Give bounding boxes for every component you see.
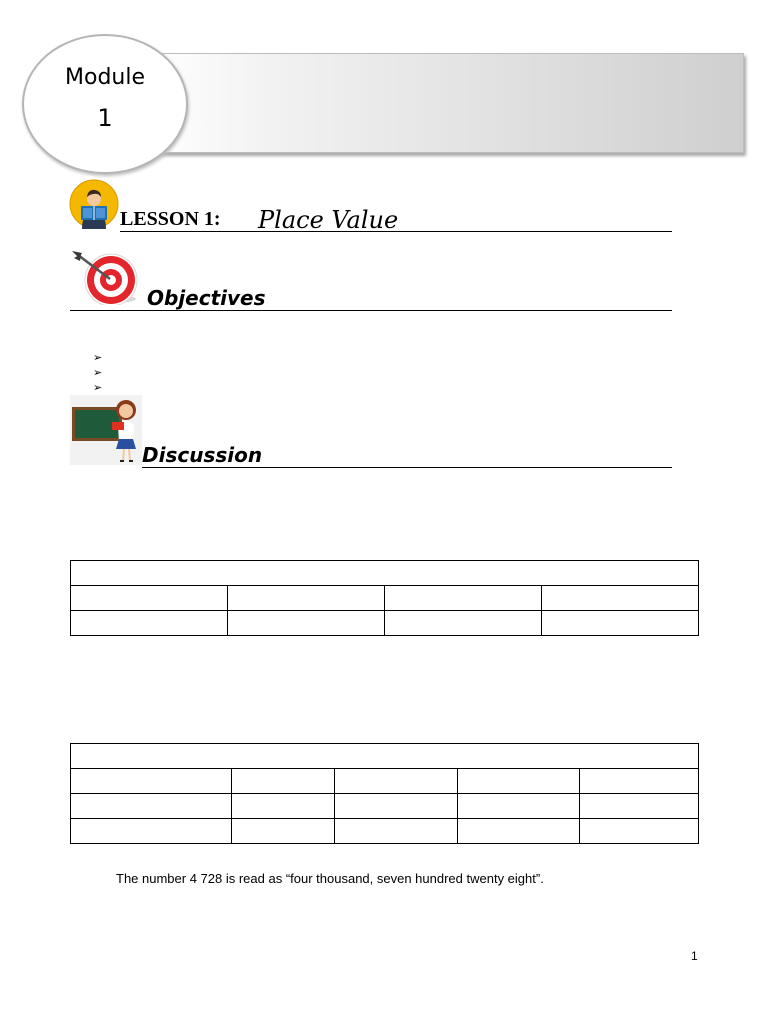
table-cell	[458, 769, 580, 794]
module-banner	[150, 53, 744, 153]
table-cell	[385, 611, 542, 636]
module-badge	[22, 34, 188, 174]
table-cell	[71, 769, 232, 794]
table-cell	[335, 794, 458, 819]
discussion-heading	[142, 440, 672, 468]
table-cell	[232, 819, 335, 844]
table-cell	[385, 586, 542, 611]
table-cell	[71, 819, 232, 844]
table-cell	[542, 611, 699, 636]
table-row	[71, 794, 699, 819]
table-cell	[542, 586, 699, 611]
table-cell	[335, 819, 458, 844]
page-number: 1	[691, 949, 698, 963]
table-cell	[71, 744, 699, 769]
teacher-chalkboard-icon	[70, 395, 142, 465]
module-label: Module	[65, 65, 145, 90]
table-cell	[580, 819, 699, 844]
table-row	[71, 586, 699, 611]
objective-bullet: ➢	[93, 367, 103, 379]
table-cell	[228, 611, 385, 636]
table-cell	[232, 769, 335, 794]
table-cell	[580, 769, 699, 794]
table-cell	[71, 611, 228, 636]
student-reading-icon	[68, 179, 120, 229]
table-cell	[458, 819, 580, 844]
objectives-title: Objectives	[147, 286, 266, 310]
table-cell	[71, 586, 228, 611]
table-cell	[232, 794, 335, 819]
objective-bullet: ➢	[93, 352, 103, 364]
module-number: 1	[97, 104, 113, 132]
lesson-title: Place Value	[258, 206, 399, 234]
example-sentence: The number 4 728 is read as “four thousand, seven hundred twenty eight”.	[116, 871, 544, 886]
place-value-table-2	[70, 743, 699, 844]
lesson-heading	[120, 204, 672, 232]
place-value-table-1	[70, 560, 699, 636]
discussion-title: Discussion	[142, 443, 263, 467]
table-cell	[580, 794, 699, 819]
table-cell	[228, 586, 385, 611]
table-row	[71, 611, 699, 636]
objectives-heading	[70, 283, 672, 311]
table-cell	[335, 769, 458, 794]
table-row	[71, 561, 699, 586]
lesson-label: LESSON 1:	[120, 208, 221, 230]
table-row	[71, 744, 699, 769]
table-row	[71, 819, 699, 844]
objective-bullet: ➢	[93, 382, 103, 394]
table-row	[71, 769, 699, 794]
table-cell	[71, 561, 699, 586]
table-cell	[71, 794, 232, 819]
table-cell	[458, 794, 580, 819]
